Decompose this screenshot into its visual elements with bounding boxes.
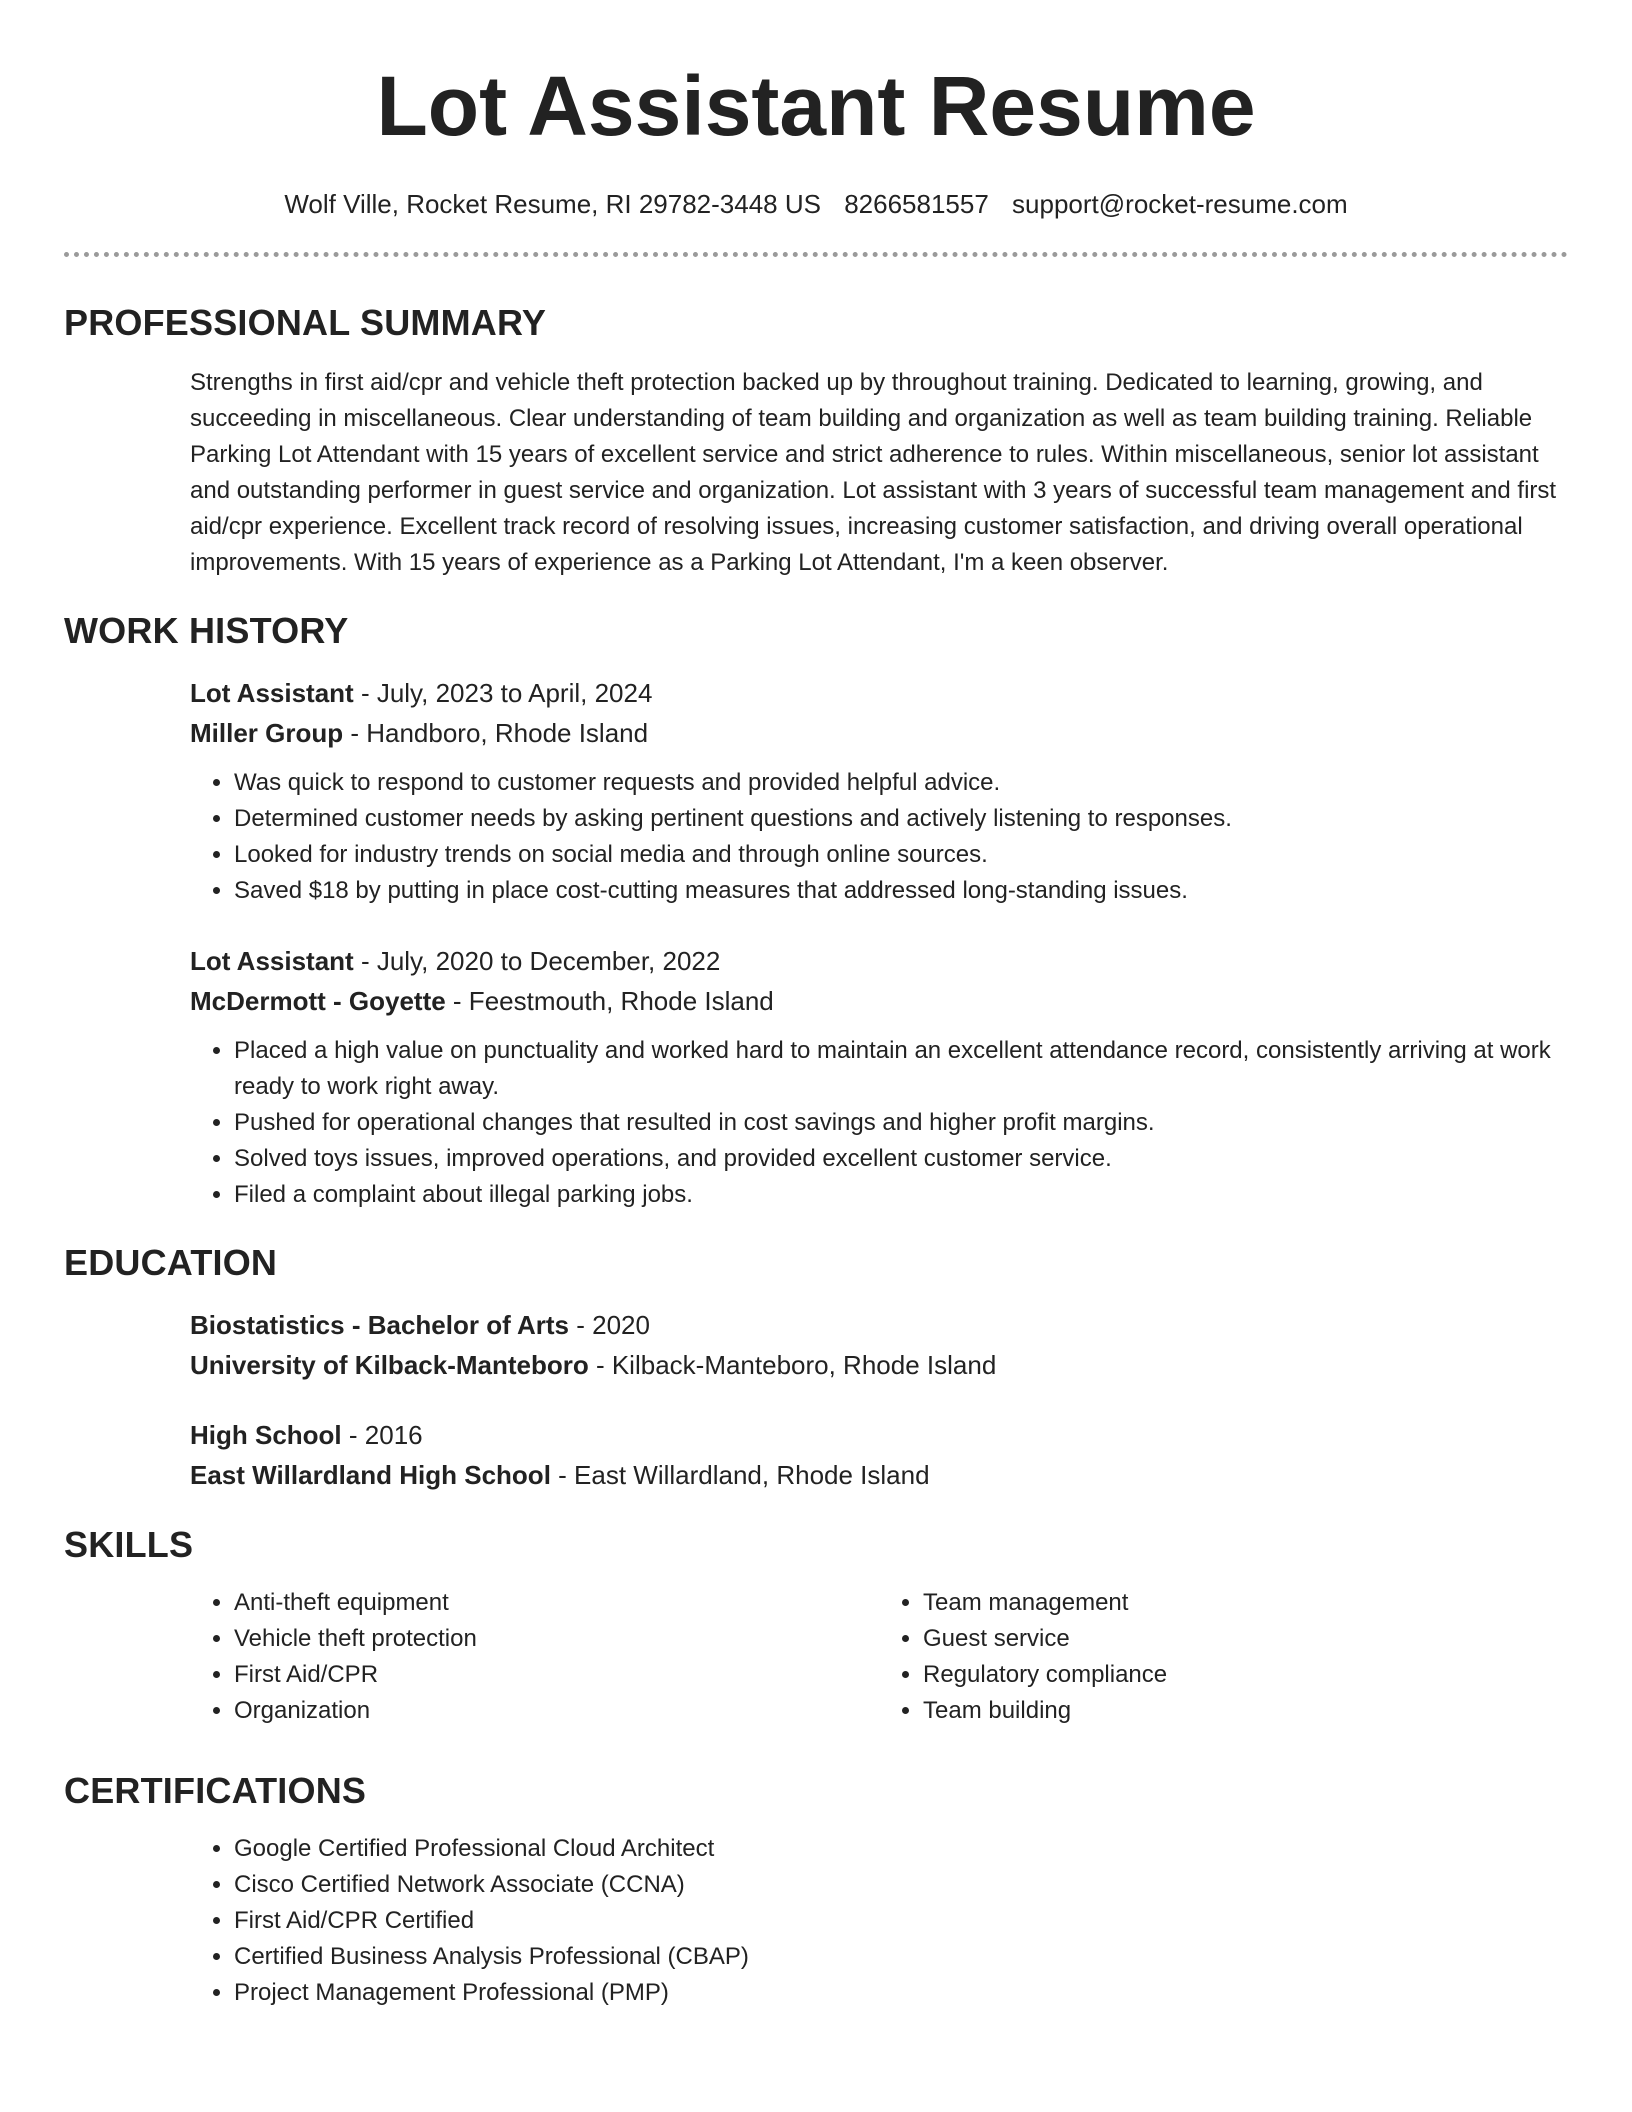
resume-header [64, 0, 1568, 257]
skills-list-left [190, 1585, 879, 1729]
skills-section [64, 1523, 1568, 1729]
education-degree-line [190, 1415, 1568, 1455]
list-item: • Team management [923, 1585, 1568, 1621]
job-bullets [190, 765, 1568, 909]
job-dates: - July, 2020 to December, 2022 [353, 946, 721, 976]
list-item: • First Aid/CPR Certified [234, 1903, 1568, 1939]
list-item: • Pushed for operational changes that resulted in cost savings and higher profit margins. [234, 1105, 1568, 1141]
list-item: • Certified Business Analysis Professional (CBAP) [234, 1939, 1568, 1975]
education-entry [190, 1415, 1568, 1495]
certifications-heading: CERTIFICATIONS [64, 1770, 367, 1811]
skills-heading: SKILLS [64, 1524, 194, 1565]
list-item: • Regulatory compliance [923, 1657, 1568, 1693]
education-entry [190, 1305, 1568, 1385]
summary-heading: PROFESSIONAL SUMMARY [64, 302, 547, 343]
certifications-list [190, 1831, 1568, 2011]
list-item: • Was quick to respond to customer requests and provided helpful advice. [234, 765, 1568, 801]
education-location: - East Willardland, Rhode Island [550, 1460, 930, 1490]
job-entry [190, 941, 1568, 1213]
contact-phone: 8266581557 [844, 189, 989, 219]
education-location: - Kilback-Manteboro, Rhode Island [588, 1350, 997, 1380]
education-year: - 2016 [341, 1420, 423, 1450]
job-role: Lot Assistant [190, 678, 354, 708]
education-school: East Willardland High School [190, 1460, 551, 1490]
list-item: • Cisco Certified Network Associate (CCNA) [234, 1867, 1568, 1903]
education-degree-line [190, 1305, 1568, 1345]
certifications-section [64, 1769, 1568, 2011]
list-item: • Placed a high value on punctuality and worked hard to maintain an excellent attendance record, consistently arriving at work ready to work right away. [234, 1033, 1568, 1105]
education-school-line [190, 1455, 1568, 1495]
header-divider [64, 252, 1568, 257]
contact-line [64, 186, 1568, 222]
job-role-line [190, 941, 1568, 981]
list-item: • Filed a complaint about illegal parking jobs. [234, 1177, 1568, 1213]
contact-email: support@rocket-resume.com [1012, 189, 1348, 219]
list-item: • Saved $18 by putting in place cost-cutting measures that addressed long-standing issues. [234, 873, 1568, 909]
job-location: - Handboro, Rhode Island [343, 718, 649, 748]
education-degree: High School [190, 1420, 342, 1450]
list-item: • Looked for industry trends on social media and through online sources. [234, 837, 1568, 873]
list-item: • Determined customer needs by asking pertinent questions and actively listening to responses. [234, 801, 1568, 837]
resume-title: Lot Assistant Resume [376, 59, 1256, 153]
job-role: Lot Assistant [190, 946, 354, 976]
job-location: - Feestmouth, Rhode Island [445, 986, 774, 1016]
education-school: University of Kilback-Manteboro [190, 1350, 589, 1380]
list-item: • Vehicle theft protection [234, 1621, 879, 1657]
education-school-line [190, 1345, 1568, 1385]
job-role-line [190, 673, 1568, 713]
skills-list-right [879, 1585, 1568, 1729]
education-degree: Biostatistics - Bachelor of Arts [190, 1310, 570, 1340]
list-item: • Solved toys issues, improved operations, and provided excellent customer service. [234, 1141, 1568, 1177]
job-bullets [190, 1033, 1568, 1213]
education-heading: EDUCATION [64, 1242, 278, 1283]
skills-grid [190, 1585, 1568, 1729]
summary-text: Strengths in first aid/cpr and vehicle theft protection backed up by throughout training. Dedicated to learning, growing, and succeeding in miscellaneous. Clear understanding of team building and organization as well as team building training. Reliable Parking Lot Attendant with 15 years of excellent service and strict adherence to rules. Within miscellaneous, senior lot assistant and outstanding performer in guest service and organization. Lot assistant with 3 years of successful team management and first aid/cpr experience. Excellent track record of resolving issues, increasing customer satisfaction, and driving overall operational improvements. With 15 years of experience as a Parking Lot Attendant, I'm a keen observer. [190, 369, 1557, 576]
summary-section [64, 301, 1568, 581]
list-item: • Google Certified Professional Cloud Architect [234, 1831, 1568, 1867]
list-item: • Anti-theft equipment [234, 1585, 879, 1621]
job-entry [190, 673, 1568, 909]
list-item: • Team building [923, 1693, 1568, 1729]
list-item: • Project Management Professional (PMP) [234, 1975, 1568, 2011]
list-item: • Guest service [923, 1621, 1568, 1657]
education-year: - 2020 [569, 1310, 650, 1340]
job-company: McDermott - Goyette [190, 986, 446, 1016]
list-item: • First Aid/CPR [234, 1657, 879, 1693]
education-section [64, 1241, 1568, 1495]
contact-address: Wolf Ville, Rocket Resume, RI 29782-3448 US [284, 189, 821, 219]
job-company-line [190, 713, 1568, 753]
work-history-section [64, 609, 1568, 1213]
list-item: • Organization [234, 1693, 879, 1729]
job-company: Miller Group [190, 718, 344, 748]
work-history-heading: WORK HISTORY [64, 610, 349, 651]
job-dates: - July, 2023 to April, 2024 [353, 678, 653, 708]
job-company-line [190, 981, 1568, 1021]
